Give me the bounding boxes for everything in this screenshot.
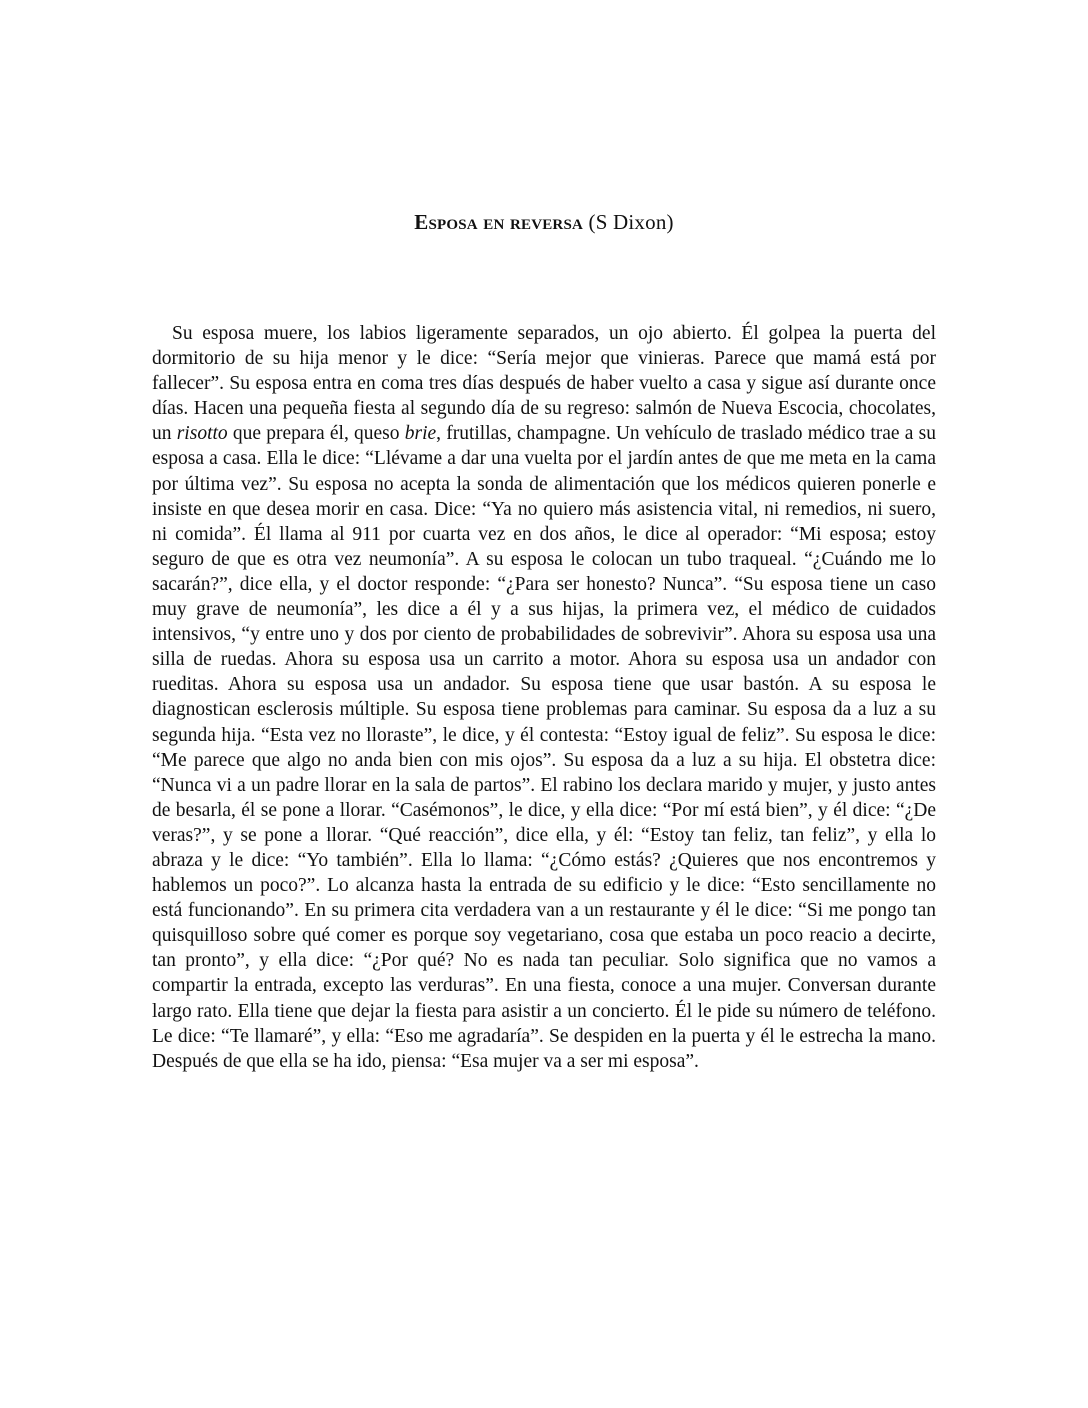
story-title-main: Esposa en reversa — [414, 210, 584, 234]
story-paragraph — [152, 321, 936, 1074]
story-author: (S Dixon) — [588, 210, 674, 234]
paragraph-text-part-3: , frutillas, champagne. Un vehículo de traslado médico trae a su esposa a casa. Ella le dice: “Llévame a dar una vuelta por el jardín antes de que me meta en la cama por última vez”. Su esposa no acepta la sonda de alimentación que los médicos quieren ponerle e insiste en que desea morir en casa. Dice: “Ya no quiero más asistencia vital, ni remedios, ni suero, ni comida”. Él llama al 911 por cuarta vez en dos años, le dice al operador: “Mi esposa; estoy seguro de que es otra vez neumonía”. A su esposa le colocan un tubo traqueal. “¿Cuándo me lo sacarán?”, dice ella, y el doctor responde: “¿Para ser honesto? Nunca”. “Su esposa tiene un caso muy grave de neumonía”, les dice a él y a sus hijas, la primera vez, el médico de cuidados intensivos, “y entre uno y dos por ciento de probabilidades de sobrevivir”. Ahora su esposa usa una silla de ruedas. Ahora su esposa usa un carrito a motor. Ahora su esposa usa un andador con rueditas. Ahora su esposa usa un andador. Su esposa tiene que usar bastón. A su esposa le diagnostican esclerosis múltiple. Su esposa tiene problemas para caminar. Su esposa da a luz a su segunda hija. “Esta vez no lloraste”, le dice, y él contesta: “Estoy igual de feliz”. Su esposa le dice: “Me parece que algo no anda bien con mis ojos”. Su esposa da a luz a su hija. El obstetra dice: “Nunca vi a un padre llorar en la sala de partos”. El rabino los declara marido y mujer, y justo antes de besarla, él se pone a llorar. “Casémonos”, le dice, y ella dice: “Por mí está bien”, y él dice: “¿De veras?”, y se pone a llorar. “Qué reacción”, dice ella, y él: “Estoy tan feliz, tan feliz”, y ella lo abraza y le dice: “Yo también”. Ella lo llama: “¿Cómo estás? ¿Quieres que nos encontremos y hablemos un poco?”. Lo alcanza hasta la entrada de su edificio y le dice: “Esto sencillamente no está funcionando”. En su primera cita verdadera van a un restaurante y él le dice: “Si me pongo tan quisquilloso sobre qué comer es porque soy vegetariano, cosa que estaba un poco reacio a decirte, tan pronto”, y ella dice: “¿Por qué? No es nada tan peculiar. Solo significa que no vamos a compartir la entrada, excepto las verduras”. En una fiesta, conoce a una mujer. Conversan durante largo rato. Ella tiene que dejar la fiesta para asistir a un concierto. Él le pide su número de teléfono. Le dice: “Te llamaré”, y ella: “Eso me agradaría”. Se despiden en la puerta y él le estrecha la mano. Después de que ella se ha ido, piensa: “Esa mujer va a ser mi esposa”. — [152, 423, 936, 1072]
paragraph-text-part-1: Su esposa muere, los labios ligeramente separados, un ojo abierto. Él golpea la puerta del dormitorio de su hija menor y le dice: “Sería mejor que vinieras. Parece que mamá está por fallecer”. Su esposa entra en coma tres días después de haber vuelto a casa y sigue así durante once días. Hacen una pequeña fiesta al segundo día de su regreso: salmón de Nueva Escocia, chocolates, un — [152, 323, 936, 445]
italic-risotto: risotto — [176, 423, 228, 445]
story-title — [0, 210, 1088, 235]
paragraph-text-part-2: que prepara él, queso — [227, 423, 405, 445]
italic-brie: brie — [404, 423, 437, 445]
